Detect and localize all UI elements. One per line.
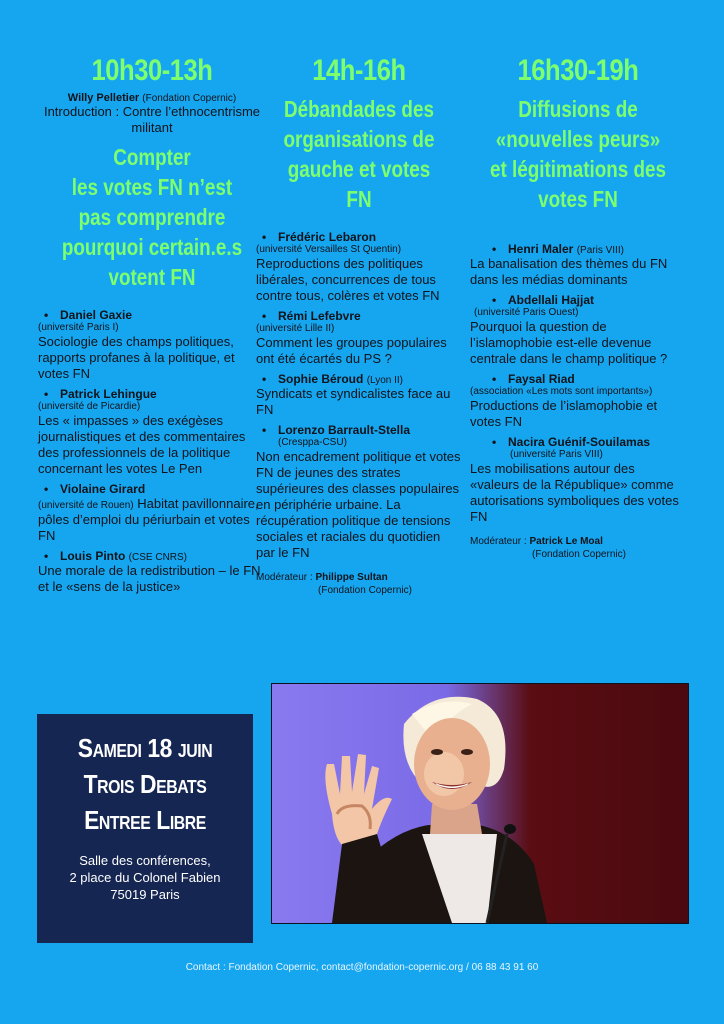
bullet-icon: •	[262, 372, 267, 386]
session-evening	[470, 54, 686, 561]
bullet-icon: •	[492, 372, 497, 386]
bullet-icon: •	[262, 423, 267, 437]
bullet-icon: •	[44, 308, 49, 322]
speaker-item: • Nacira Guénif-Souilamas (université Paris VIII) Les mobilisations autour des «valeurs de la République» comme autorisations symboliques des votes FN	[470, 435, 679, 524]
session-afternoon	[256, 54, 462, 597]
bullet-icon: •	[262, 309, 267, 323]
event-venue: Salle des conférences, 2 place du Colonel Fabien 75019 Paris	[69, 853, 221, 902]
portrait-illustration	[272, 684, 688, 923]
speaker-photo-illustration	[271, 683, 689, 924]
moderator: Modérateur : Patrick Le Moal (Fondation Copernic)	[470, 536, 626, 560]
bullet-icon: •	[492, 293, 497, 307]
bullet-icon: •	[262, 230, 267, 244]
intro-speaker: Willy Pelletier (Fondation Copernic)	[67, 92, 237, 104]
speaker-item: • Patrick Lehingue (université de Picardie) Les « impasses » des exégèses journalistiques et des commentaires des professionnels de la politique concernant les votes Le Pen	[38, 387, 246, 476]
speaker-list	[470, 242, 686, 525]
session-headline: Débandades des organisations de gauche et votes FN	[283, 96, 435, 212]
bullet-icon: •	[492, 242, 497, 256]
speaker-item: • Violaine Girard (université de Rouen) Habitat pavillonnaire, pôles d’emploi du périurbain et votes FN	[38, 482, 259, 543]
event-date: Samedi 18 juin	[77, 733, 213, 763]
speaker-item: • Lorenzo Barrault-Stella (Cresppa-CSU) Non encadrement politique et votes FN de jeunes des strates supérieures des classes populaires en périphérie urbaine. La récupération politique de tensions sociales et raciales du quotidien par le FN	[256, 423, 461, 560]
speaker-item: • Abdellali Hajjat (université Paris Ouest) Pourquoi la question de l’islamophobie est-elle devenue centrale dans le champ politique ?	[470, 293, 668, 366]
speaker-item: • Faysal Riad (association «Les mots sont importants») Productions de l’islamophobie et votes FN	[470, 372, 658, 429]
event-subtitle: Trois Debats	[83, 769, 207, 799]
speaker-item: • Louis Pinto (CSE CNRS) Une morale de la redistribution – le FN et le «sens de la justice»	[38, 549, 261, 594]
speaker-item: • Henri Maler (Paris VIII) La banalisation des thèmes du FN dans les médias dominants	[470, 242, 668, 287]
speaker-list	[256, 230, 462, 561]
bullet-icon: •	[44, 549, 49, 563]
session-time: 14h-16h	[312, 54, 406, 87]
contact-footer: Contact : Fondation Copernic, contact@fondation-copernic.org / 06 88 43 91 60	[185, 962, 539, 973]
moderator: Modérateur : Philippe Sultan (Fondation Copernic)	[256, 572, 412, 596]
event-info-box	[37, 714, 253, 943]
speaker-item: • Daniel Gaxie (université Paris I) Sociologie des champs politiques, rapports profanes à la politique, et votes FN	[38, 308, 235, 381]
intro-title: Introduction : Contre l’ethnocentrisme militant	[43, 104, 261, 135]
speaker-item: • Rémi Lefebvre (université Lille II) Comment les groupes populaires ont été écartés du PS ?	[256, 309, 447, 366]
speaker-item: • Sophie Béroud (Lyon II) Syndicats et syndicalistes face au FN	[256, 372, 451, 417]
session-time: 10h30-13h	[91, 54, 213, 87]
bullet-icon: •	[44, 482, 49, 496]
session-time: 16h30-19h	[517, 54, 639, 87]
session-morning	[38, 54, 266, 600]
bullet-icon: •	[44, 387, 49, 401]
bullet-icon: •	[492, 435, 497, 449]
session-headline: Diffusions de «nouvelles peurs» et légitimations des votes FN	[489, 96, 667, 212]
event-entry: Entree Libre	[84, 805, 206, 835]
speaker-item: • Frédéric Lebaron (université Versailles St Quentin) Reproductions des politiques libérales, concurrences de tous contre tous, colères et votes FN	[256, 230, 440, 303]
speaker-list	[38, 308, 266, 595]
session-headline: Compter les votes FN n’est pas comprendre pourquoi certain.e.s votent FN	[61, 144, 243, 290]
